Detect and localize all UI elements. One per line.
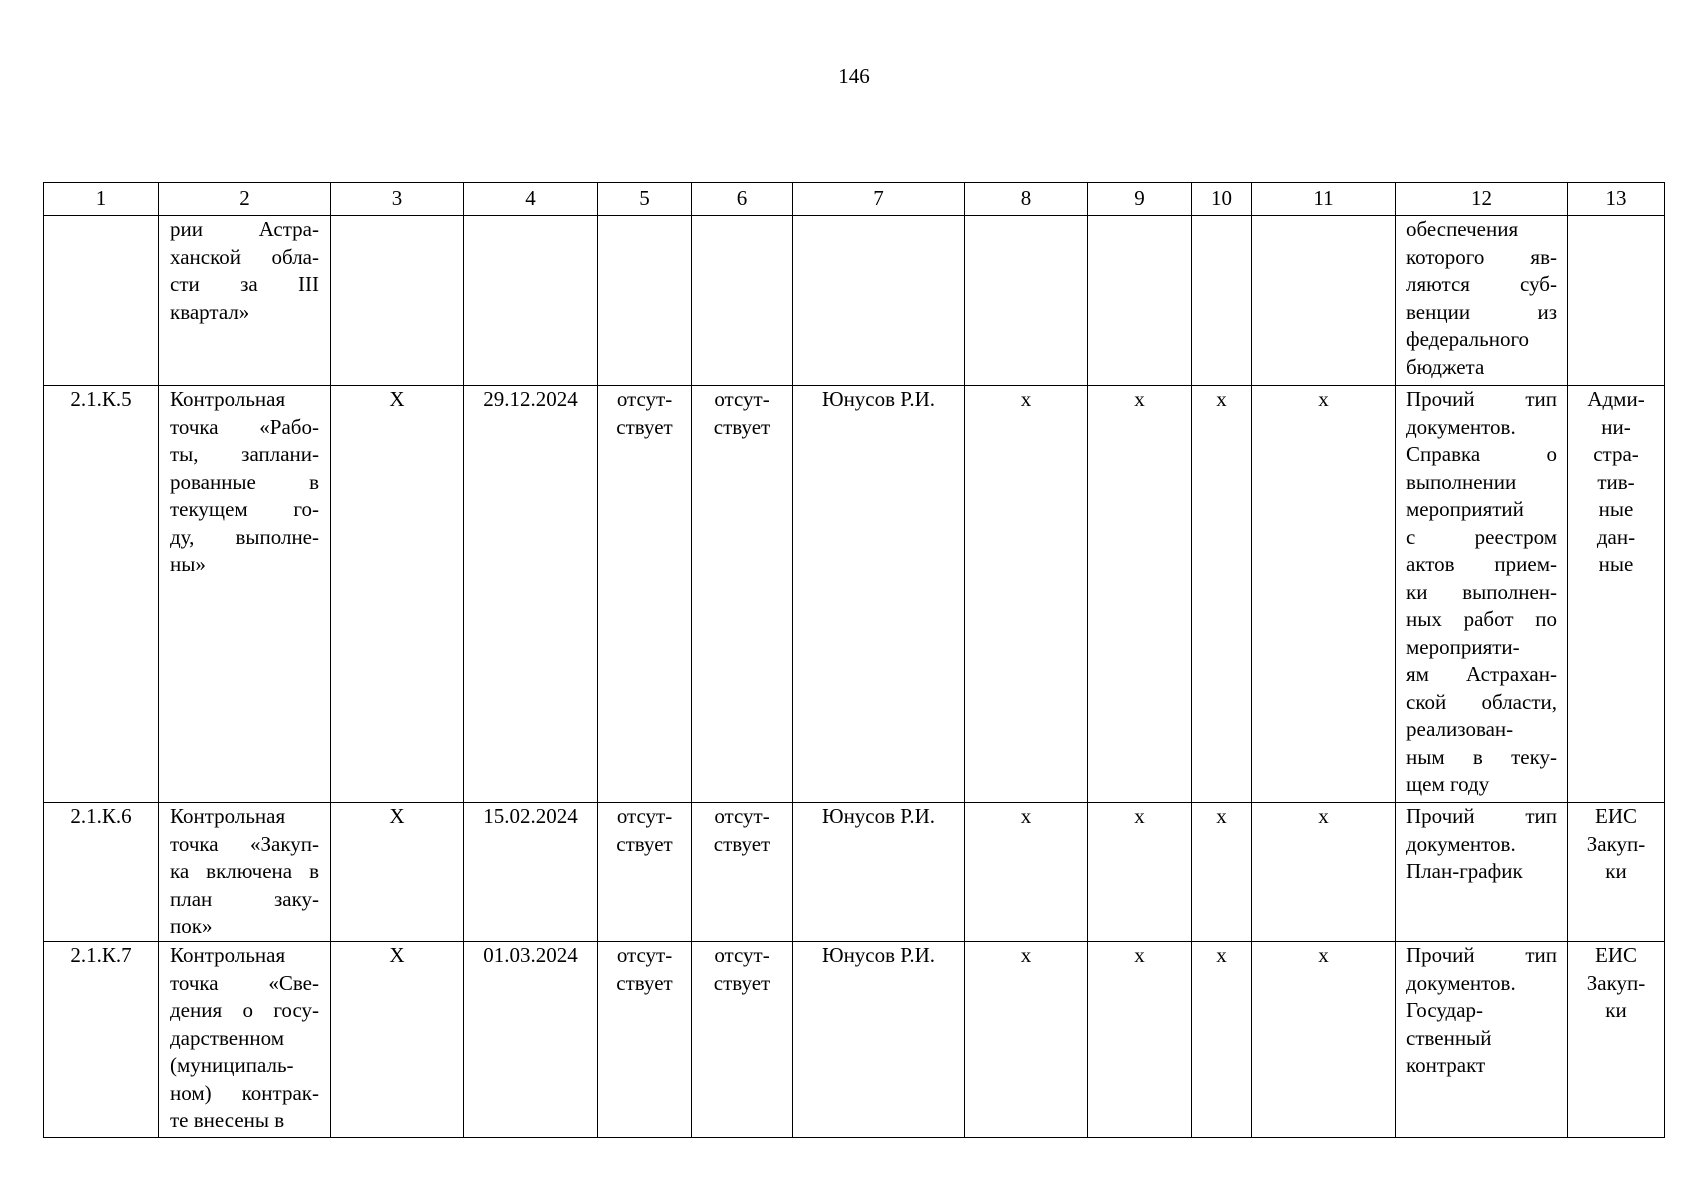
cell-line: дения о госу- (170, 998, 319, 1022)
cell-line: тив- (1597, 469, 1635, 494)
cell-col8: х (965, 942, 1088, 1138)
cell-line: рии Астра- (170, 217, 319, 241)
cell-line: Государ- (1406, 998, 1484, 1022)
header-cell: 12 (1396, 183, 1568, 216)
cell-line: квартал» (170, 299, 250, 324)
cell-line: ЕИС (1595, 804, 1637, 828)
cell-col11: х (1252, 942, 1396, 1138)
page-number: 146 (838, 64, 870, 88)
cell-date: 29.12.2024 (464, 386, 598, 803)
cell-line: точка «Све- (170, 970, 319, 995)
cell-source (1568, 803, 1665, 942)
cell-line: ным в теку- (1406, 744, 1557, 769)
header-cell: 9 (1088, 183, 1192, 216)
cell-name (159, 386, 331, 803)
cell-col3: Х (331, 803, 464, 942)
cell-line: ской области, (1406, 689, 1557, 714)
cell-line: Контрольная (170, 943, 286, 967)
cell-line: ки (1605, 998, 1627, 1022)
cell-line: Контрольная (170, 804, 286, 828)
cell-line: ствует (616, 414, 673, 439)
cell-code: 2.1.К.7 (44, 942, 159, 1138)
header-cell: 13 (1568, 183, 1665, 216)
cell-line: Закуп- (1586, 970, 1646, 995)
cell-line: мероприяти- (1406, 634, 1520, 659)
cell-code (44, 216, 159, 386)
header-cell: 8 (965, 183, 1088, 216)
cell-line: точка «Рабо- (170, 414, 319, 439)
cell-line: отсут- (616, 387, 673, 411)
cell-line: дарственном (170, 1025, 284, 1050)
cell-line: ствует (616, 831, 673, 856)
header-cell: 5 (598, 183, 692, 216)
cell-line: ны» (170, 552, 206, 576)
cell-col10 (1192, 216, 1252, 386)
header-cell: 1 (44, 183, 159, 216)
cell-name (159, 803, 331, 942)
header-cell: 2 (159, 183, 331, 216)
cell-line: рованные в (170, 469, 319, 494)
cell-line: щем году (1406, 772, 1490, 796)
table-row (44, 216, 1665, 386)
cell-line: текущем го- (170, 497, 319, 521)
cell-line: ные (1598, 497, 1634, 521)
cell-document-type (1396, 216, 1568, 386)
cell-line: ные (1598, 552, 1634, 576)
cell-line: бюджета (1406, 354, 1485, 379)
cell-col11: х (1252, 803, 1396, 942)
cell-line: ханской обла- (170, 244, 319, 269)
cell-date: 01.03.2024 (464, 942, 598, 1138)
cell-line: Закуп- (1586, 831, 1646, 856)
cell-document-type (1396, 386, 1568, 803)
cell-col8: х (965, 803, 1088, 942)
cell-col9 (1088, 216, 1192, 386)
cell-line: мероприятий (1406, 497, 1524, 521)
cell-document-type (1396, 803, 1568, 942)
header-cell: 11 (1252, 183, 1396, 216)
cell-source (1568, 386, 1665, 803)
cell-source (1568, 942, 1665, 1138)
cell-col10: х (1192, 942, 1252, 1138)
cell-source (1568, 216, 1665, 386)
cell-line: те внесены в (170, 1108, 285, 1132)
cell-line: ствует (713, 970, 771, 995)
cell-col9: х (1088, 386, 1192, 803)
cell-responsible: Юнусов Р.И. (793, 942, 965, 1138)
cell-col3 (331, 216, 464, 386)
cell-line: ка включена в (170, 859, 319, 883)
cell-col10: х (1192, 803, 1252, 942)
cell-line: Прочий тип (1406, 804, 1557, 828)
cell-col3: Х (331, 386, 464, 803)
table-header-row (44, 183, 1665, 216)
cell-line: ки выполнен- (1406, 579, 1557, 604)
cell-line: отсут- (616, 804, 673, 828)
header-cell: 3 (331, 183, 464, 216)
cell-col6 (692, 942, 793, 1138)
cell-line: документов. (1406, 831, 1516, 856)
cell-line: ствует (713, 831, 771, 856)
cell-line: ствует (713, 414, 771, 439)
cell-line: документов. (1406, 970, 1516, 995)
cell-line: выполнении (1406, 469, 1517, 494)
cell-line: ям Астрахан- (1406, 662, 1557, 686)
table-row (44, 803, 1665, 942)
cell-date (464, 216, 598, 386)
cell-line: Адми- (1587, 387, 1645, 411)
cell-line: пок» (170, 914, 213, 938)
cell-line: отсут- (714, 943, 770, 967)
header-cell: 7 (793, 183, 965, 216)
cell-line: ствует (616, 970, 673, 995)
cell-col10: х (1192, 386, 1252, 803)
cell-line: сти за III (170, 272, 319, 296)
cell-line: реализован- (1406, 717, 1514, 741)
cell-line: Прочий тип (1406, 387, 1557, 411)
cell-col9: х (1088, 942, 1192, 1138)
cell-line: ных работ по (1406, 607, 1557, 631)
cell-col6 (692, 386, 793, 803)
cell-line: которого яв- (1406, 244, 1557, 269)
cell-col3: Х (331, 942, 464, 1138)
cell-line: точка «Закуп- (170, 831, 319, 856)
cell-name (159, 216, 331, 386)
cell-col11: х (1252, 386, 1396, 803)
cell-line: стра- (1593, 442, 1639, 466)
cell-line: Прочий тип (1406, 943, 1557, 967)
header-cell: 4 (464, 183, 598, 216)
cell-code: 2.1.К.6 (44, 803, 159, 942)
cell-line: венции из (1406, 299, 1557, 324)
cell-line: актов прием- (1406, 552, 1557, 576)
cell-line: ном) контрак- (170, 1080, 319, 1105)
cell-line: ду, выполне- (170, 524, 319, 549)
cell-col5 (598, 216, 692, 386)
cell-line: федерального (1406, 327, 1530, 351)
cell-line: План-график (1406, 859, 1523, 883)
cell-code: 2.1.К.5 (44, 386, 159, 803)
cell-line: ляются суб- (1406, 272, 1557, 296)
cell-line: отсут- (714, 804, 770, 828)
table-row (44, 386, 1665, 803)
cell-col5 (598, 803, 692, 942)
cell-responsible (793, 216, 965, 386)
cell-responsible: Юнусов Р.И. (793, 386, 965, 803)
cell-col8: х (965, 386, 1088, 803)
cell-line: Контрольная (170, 387, 286, 411)
cell-col5 (598, 386, 692, 803)
cell-date: 15.02.2024 (464, 803, 598, 942)
cell-line: контракт (1406, 1053, 1486, 1077)
cell-line: Справка о (1406, 442, 1557, 466)
cell-line: документов. (1406, 414, 1516, 439)
cell-line: отсут- (616, 943, 673, 967)
cell-col6 (692, 803, 793, 942)
cell-col5 (598, 942, 692, 1138)
document-table (43, 182, 1665, 1138)
cell-line: обеспечения (1406, 217, 1519, 241)
table-row (44, 942, 1665, 1138)
cell-col8 (965, 216, 1088, 386)
cell-responsible: Юнусов Р.И. (793, 803, 965, 942)
cell-name (159, 942, 331, 1138)
cell-col11 (1252, 216, 1396, 386)
cell-col6 (692, 216, 793, 386)
cell-line: план заку- (170, 886, 319, 911)
cell-line: ЕИС (1595, 943, 1637, 967)
header-cell: 10 (1192, 183, 1252, 216)
cell-document-type (1396, 942, 1568, 1138)
cell-line: с реестром (1406, 524, 1557, 549)
cell-line: ни- (1601, 414, 1631, 439)
table-body (44, 216, 1665, 1138)
header-cell: 6 (692, 183, 793, 216)
cell-line: отсут- (714, 387, 770, 411)
cell-line: дан- (1596, 524, 1636, 549)
cell-line: ственный (1406, 1025, 1492, 1050)
cell-line: ки (1605, 859, 1627, 883)
cell-col9: х (1088, 803, 1192, 942)
cell-line: (муниципаль- (170, 1053, 294, 1077)
cell-line: ты, заплани- (170, 442, 319, 466)
